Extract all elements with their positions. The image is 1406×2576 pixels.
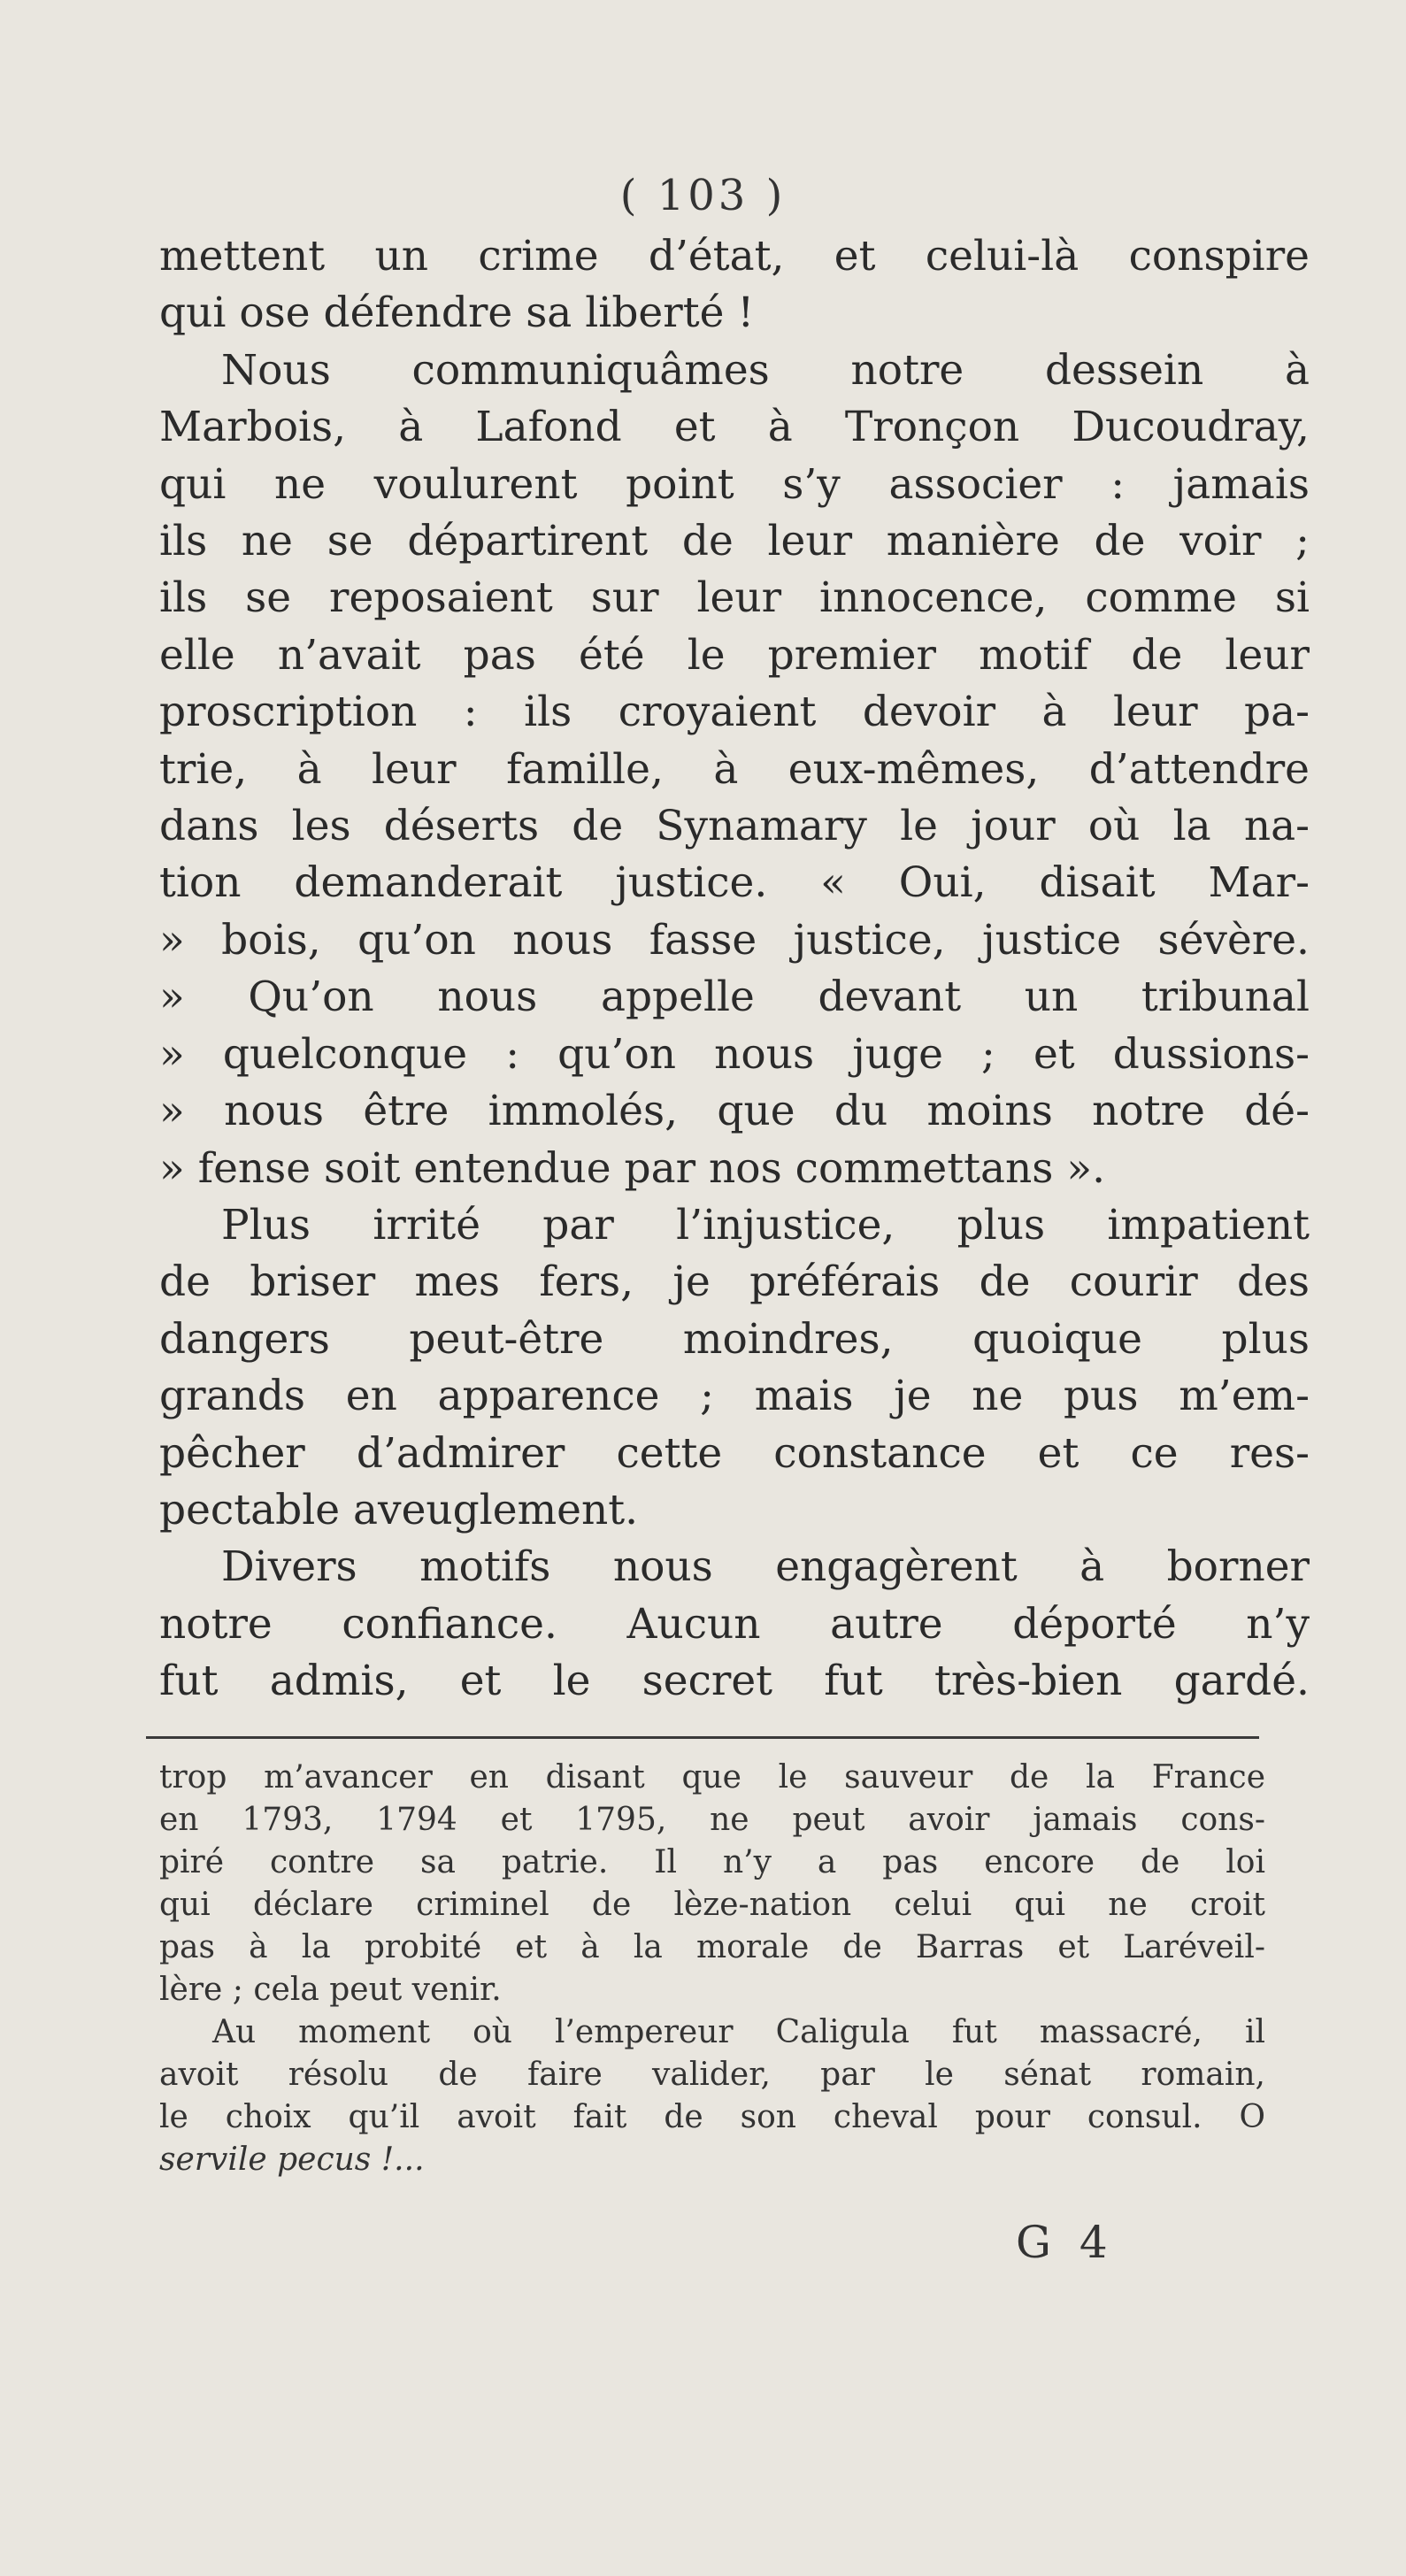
text-line: » bois, qu’on nous fasse justice, justice sévère. bbox=[159, 915, 1310, 965]
footnote-line: avoit résolu de faire valider, par le sénat romain, bbox=[159, 2057, 1265, 2093]
footnote-line-italic: servile pecus !... bbox=[159, 2142, 425, 2178]
text-line: dangers peut-être moindres, quoique plus bbox=[159, 1314, 1310, 1364]
footnote-line: le choix qu’il avoit fait de son cheval pour consul. O bbox=[159, 2099, 1265, 2135]
footnote-line: Au moment où l’empereur Caligula fut massacré, il bbox=[212, 2014, 1265, 2050]
footnote-line: qui déclare criminel de lèze-nation celui qui ne croit bbox=[159, 1887, 1265, 1923]
footnote-line: lère ; cela peut venir. bbox=[159, 1972, 502, 2008]
text-line: dans les déserts de Synamary le jour où la na- bbox=[159, 802, 1310, 851]
text-line: pêcher d’admirer cette constance et ce res- bbox=[159, 1428, 1310, 1478]
text-line: » quelconque : qu’on nous juge ; et dussions- bbox=[159, 1029, 1310, 1079]
text-line: proscription : ils croyaient devoir à leur pa- bbox=[159, 688, 1310, 737]
text-line: grands en apparence ; mais je ne pus m’em- bbox=[159, 1372, 1310, 1421]
footnote-divider bbox=[146, 1736, 1259, 1739]
footnote-text bbox=[159, 1757, 1265, 2181]
text-line: » Qu’on nous appelle devant un tribunal bbox=[159, 973, 1310, 1022]
footnote-line: piré contre sa patrie. Il n’y a pas encore de loi bbox=[159, 1844, 1265, 1880]
text-line: mettent un crime d’état, et celui-là conspire bbox=[159, 232, 1310, 281]
text-line: elle n’avait pas été le premier motif de leur bbox=[159, 630, 1310, 680]
text-line: notre confiance. Aucun autre déporté n’y bbox=[159, 1599, 1310, 1649]
text-line: » nous être immolés, que du moins notre dé- bbox=[159, 1087, 1310, 1136]
text-line: Plus irrité par l’injustice, plus impatient bbox=[221, 1200, 1310, 1250]
text-line: Nous communiquâmes notre dessein à bbox=[221, 345, 1310, 395]
text-line: Divers motifs nous engagèrent à borner bbox=[221, 1542, 1310, 1592]
text-line: trie, à leur famille, à eux-mêmes, d’attendre bbox=[159, 744, 1310, 794]
footnote-line: pas à la probité et à la morale de Barras et Laréveil- bbox=[159, 1929, 1265, 1965]
text-line: ils se reposaient sur leur innocence, comme si bbox=[159, 573, 1310, 623]
page-number: ( 103 ) bbox=[619, 171, 787, 220]
text-line: qui ne voulurent point s’y associer : jamais bbox=[159, 459, 1310, 509]
text-line: de briser mes fers, je préférais de courir des bbox=[159, 1257, 1310, 1307]
text-line: tion demanderait justice. « Oui, disait Mar- bbox=[159, 858, 1310, 908]
text-line: qui ose défendre sa liberté ! bbox=[159, 288, 755, 338]
text-line: ils ne se départirent de leur manière de voir ; bbox=[159, 517, 1310, 566]
text-line: fut admis, et le secret fut très-bien gardé. bbox=[159, 1657, 1310, 1706]
signature-mark: G 4 bbox=[1016, 2217, 1115, 2268]
footnote-line: en 1793, 1794 et 1795, ne peut avoir jamais cons- bbox=[159, 1802, 1265, 1838]
text-line: » fense soit entendue par nos commettans ». bbox=[159, 1143, 1106, 1193]
text-line: pectable aveuglement. bbox=[159, 1485, 639, 1534]
text-line: Marbois, à Lafond et à Tronçon Ducoudray, bbox=[159, 403, 1310, 452]
main-text bbox=[159, 228, 1310, 1711]
footnote-line: trop m’avancer en disant que le sauveur de la France bbox=[159, 1759, 1265, 1796]
